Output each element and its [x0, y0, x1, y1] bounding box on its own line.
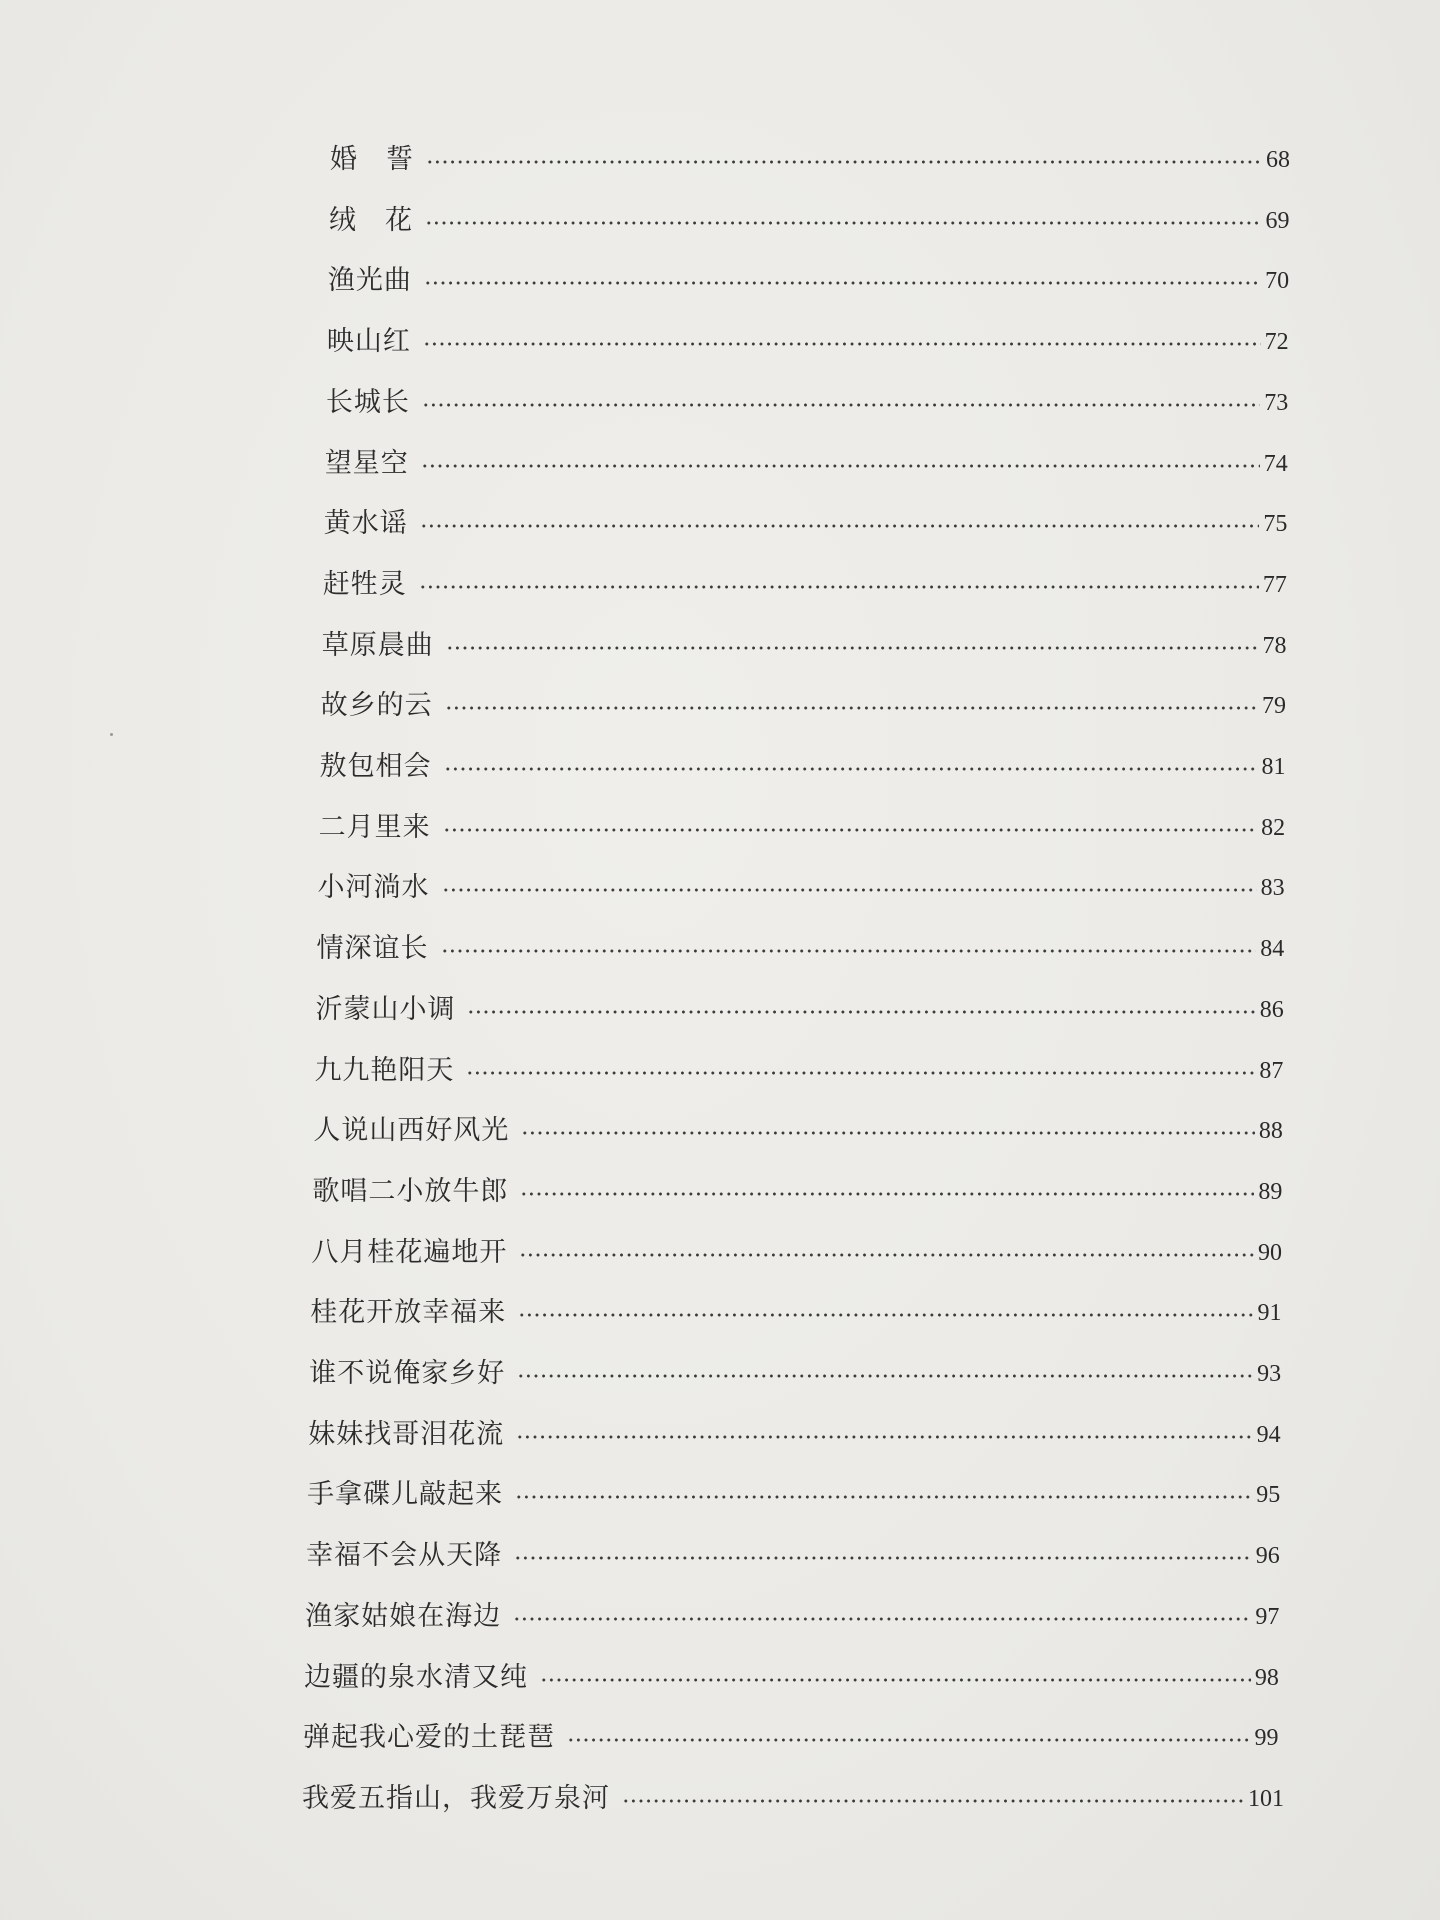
dot-leader — [423, 342, 1261, 346]
toc-entry — [327, 318, 1295, 362]
toc-entry — [303, 1714, 1284, 1758]
toc-entry — [310, 1289, 1287, 1333]
toc-entry — [304, 1654, 1285, 1698]
toc-entry-page-number: 84 — [1260, 936, 1285, 963]
toc-entry-page-number: 73 — [1264, 389, 1289, 416]
toc-entry-title: 黄水谣 — [323, 508, 408, 540]
toc-entry — [312, 1168, 1288, 1212]
toc-entry — [306, 1532, 1286, 1576]
toc-entry-title: 桂花开放幸福来 — [310, 1297, 507, 1329]
toc-entry-page-number: 72 — [1264, 329, 1289, 356]
dot-leader — [419, 585, 1259, 589]
toc-entry — [330, 136, 1296, 180]
dot-leader — [446, 646, 1259, 650]
toc-entry-title: 故乡的云 — [320, 690, 433, 722]
toc-entry — [309, 1350, 1287, 1394]
toc-entry-title: 小河淌水 — [317, 872, 430, 904]
toc-entry-title: 九九艳阳天 — [314, 1054, 455, 1086]
toc-entry-title: 人说山西好风光 — [313, 1115, 510, 1147]
toc-entry-page-number: 86 — [1259, 996, 1284, 1023]
toc-entry-title: 情深谊长 — [316, 933, 429, 965]
toc-entry-title: 长城长 — [325, 386, 410, 418]
dot-leader — [520, 1192, 1254, 1196]
toc-entry-page-number: 77 — [1262, 571, 1287, 598]
toc-entry — [317, 925, 1291, 969]
dot-leader — [518, 1313, 1253, 1317]
toc-entry — [329, 197, 1296, 241]
toc-entry-page-number: 70 — [1265, 268, 1290, 295]
toc-entry-page-number: 81 — [1261, 754, 1286, 780]
toc-entry-page-number: 99 — [1254, 1725, 1279, 1752]
toc-entry-page-number: 68 — [1266, 147, 1290, 173]
toc-entry-title: 渔家姑娘在海边 — [305, 1600, 502, 1632]
dot-leader — [444, 767, 1258, 771]
toc-entry-title: 草原晨曲 — [321, 629, 434, 661]
toc-entry-page-number: 101 — [1248, 1785, 1284, 1812]
toc-entry-title: 映山红 — [326, 326, 411, 358]
toc-entry — [314, 1047, 1289, 1091]
toc-entry-title: 弹起我心爱的土琵琶 — [303, 1722, 556, 1754]
toc-entry — [307, 1471, 1286, 1515]
dot-leader — [421, 464, 1260, 468]
toc-entry-page-number: 88 — [1258, 1118, 1283, 1145]
dot-leader — [443, 828, 1258, 832]
toc-entry — [320, 743, 1292, 787]
toc-entry-title: 沂蒙山小调 — [315, 993, 456, 1025]
toc-entry-page-number: 83 — [1260, 875, 1285, 902]
toc-entry — [326, 379, 1294, 423]
dot-leader — [467, 1010, 1255, 1014]
toc-entry — [323, 561, 1293, 605]
toc-entry-title: 手拿碟儿敲起来 — [307, 1479, 504, 1511]
toc-entry — [315, 986, 1289, 1030]
toc-entry-title: 妹妹找哥泪花流 — [308, 1418, 505, 1450]
toc-entry-page-number: 93 — [1257, 1361, 1282, 1387]
toc-entry-title: 二月里来 — [318, 811, 431, 843]
dot-leader — [441, 949, 1257, 953]
toc-entry — [328, 257, 1295, 301]
toc-entry — [308, 1411, 1286, 1455]
toc-entry-page-number: 90 — [1257, 1239, 1282, 1266]
dot-leader — [445, 706, 1258, 710]
toc-entry-title: 谁不说俺家乡好 — [309, 1358, 506, 1389]
toc-entry-title: 敖包相会 — [319, 751, 432, 782]
dot-leader — [622, 1799, 1244, 1803]
dot-leader — [514, 1556, 1252, 1560]
toc-entry-page-number: 78 — [1262, 632, 1287, 659]
toc-entry-page-number: 79 — [1261, 693, 1286, 720]
dot-leader — [540, 1678, 1251, 1682]
dot-leader — [513, 1617, 1251, 1621]
toc-entry — [318, 864, 1291, 908]
toc-entry-page-number: 82 — [1261, 814, 1286, 841]
toc-entry-page-number: 74 — [1263, 450, 1288, 477]
toc-entry-page-number: 69 — [1265, 207, 1290, 234]
dot-leader — [516, 1435, 1252, 1439]
dot-leader — [442, 888, 1257, 892]
toc-entry-page-number: 96 — [1255, 1543, 1280, 1570]
toc-entry-page-number: 91 — [1257, 1300, 1282, 1327]
dot-leader — [425, 221, 1262, 225]
toc-entry-page-number: 97 — [1255, 1603, 1280, 1630]
dot-leader — [519, 1253, 1254, 1257]
toc-entry — [302, 1775, 1284, 1819]
toc-entry — [324, 500, 1294, 544]
toc-entry-title: 渔光曲 — [327, 265, 412, 297]
toc-entry-page-number: 98 — [1254, 1664, 1279, 1691]
toc-entry-title: 幸福不会从天降 — [306, 1540, 503, 1572]
toc-entry-title: 绒 花 — [328, 204, 413, 236]
toc-entry-page-number: 87 — [1259, 1057, 1284, 1084]
dot-leader — [420, 524, 1260, 528]
toc-entry-title: 边疆的泉水清又纯 — [304, 1661, 529, 1693]
toc-entry-title: 望星空 — [324, 447, 409, 479]
toc-entry — [321, 682, 1292, 726]
toc-entry-title: 歌唱二小放牛郎 — [312, 1175, 509, 1207]
toc-entry-page-number: 89 — [1258, 1178, 1283, 1205]
dot-leader — [515, 1495, 1252, 1499]
toc-entry-title: 我爱五指山，我爱万泉河 — [302, 1782, 610, 1814]
toc-entry — [311, 1229, 1288, 1273]
dot-leader — [424, 281, 1261, 285]
dot-leader — [422, 403, 1260, 407]
toc-entry-title: 赶牲灵 — [322, 568, 407, 600]
dot-leader — [521, 1131, 1254, 1135]
toc-entry — [319, 804, 1292, 848]
toc-entry-page-number: 75 — [1263, 511, 1288, 538]
dot-leader — [567, 1738, 1250, 1742]
toc-entry-page-number: 95 — [1256, 1482, 1281, 1509]
toc-entry — [322, 622, 1293, 666]
dot-leader — [466, 1071, 1255, 1075]
dot-leader — [517, 1374, 1253, 1378]
toc-entry — [325, 440, 1294, 484]
toc-entry-page-number: 94 — [1256, 1421, 1281, 1448]
toc-entry — [313, 1107, 1288, 1151]
dot-leader — [426, 160, 1262, 164]
toc-entry-title: 婚 誓 — [330, 144, 414, 175]
toc-entry-title: 八月桂花遍地开 — [311, 1236, 508, 1268]
toc-entry — [305, 1593, 1285, 1637]
